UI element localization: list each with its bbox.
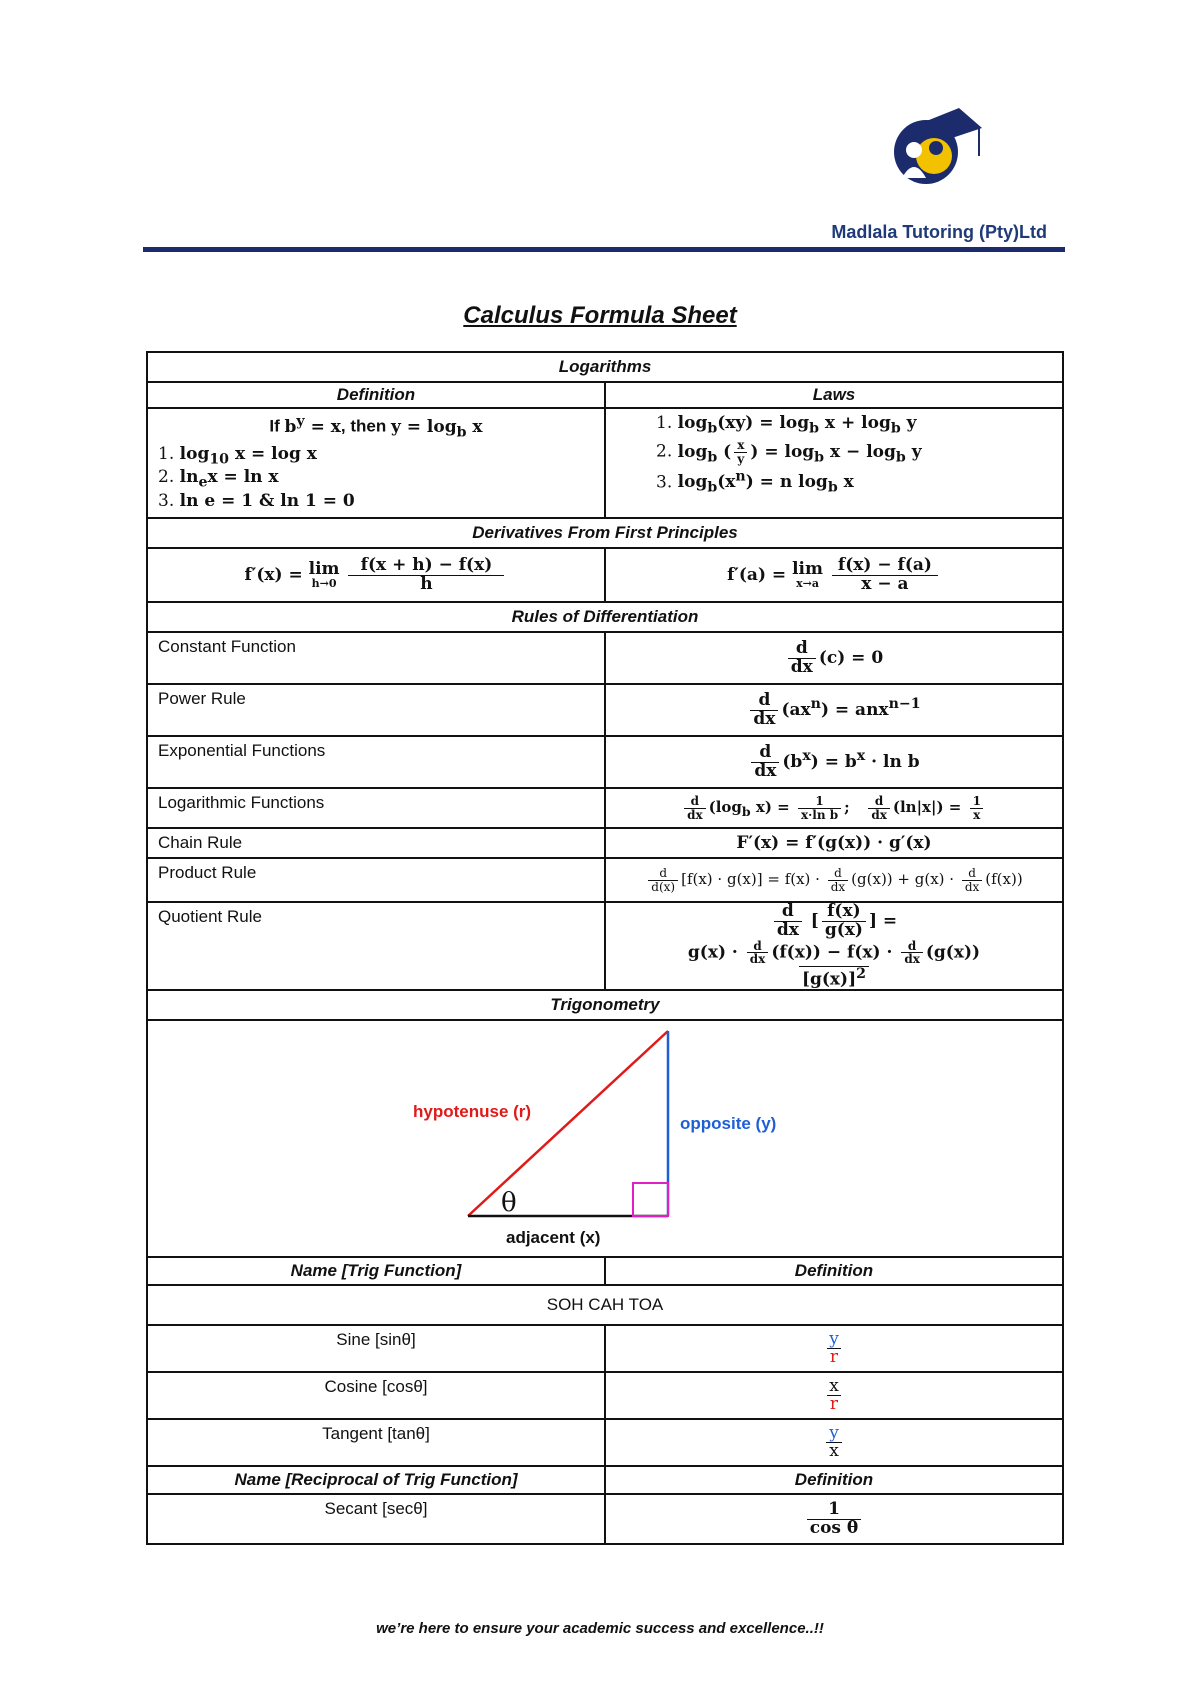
log-law-item: 3. $\log_b(x^n) = n$ $\log_b x$: [656, 468, 854, 496]
rule-name: Chain Rule: [147, 828, 605, 858]
if-word: If: [269, 416, 280, 436]
rule-name: Logarithmic Functions: [147, 788, 605, 828]
company-logo: [884, 100, 984, 190]
hypotenuse-label: hypotenuse (r): [413, 1102, 532, 1122]
adjacent-label: adjacent (x): [506, 1228, 601, 1248]
log-definition-item: 1. $\log_{10} x = \log x$: [158, 444, 317, 468]
trig-function-name: Tangent [tanθ]: [147, 1419, 605, 1466]
formula-table: [146, 351, 1064, 1545]
log-law-item: 2. $\log_b$ ( $\frac{x}{y}$ ) = $\log_b x - \log_b y$: [656, 438, 922, 466]
rule-name: Quotient Rule: [147, 902, 605, 990]
rule-name: Constant Function: [147, 632, 605, 684]
trig-function-definition: $\frac{y}{r}$: [605, 1325, 1063, 1372]
log-law-item: 1. $\log_b(xy) = \log_b x + \log_b y$: [656, 413, 917, 437]
company-name: Madlala Tutoring (Pty)Ltd: [831, 222, 1047, 242]
then-word: , then: [340, 416, 387, 436]
rule-formula: $\frac{d}{dx}$ ($\log_b$ x) = $\frac{1}{\text{x·ln b}}$ ; $\frac{d}{dx}$ (ln|x|) = $\frac{1}{x}$: [605, 788, 1063, 828]
logarithms-heading: Logarithms: [147, 352, 1063, 382]
trig-function-name: Sine [sinθ]: [147, 1325, 605, 1372]
log-definition-formula: If $b^y = x$, then $y = \log_b x$: [269, 413, 483, 441]
log-definition-item: 2. $\ln_ex = \ln x$: [158, 467, 279, 491]
first-principles-formula-a: f′(a) = lim x→a $\frac{f(x) - f(a)}{x - a}$: [605, 548, 1063, 602]
log-laws-header: Laws: [605, 382, 1063, 408]
trig-function-definition: $\frac{y}{x}$: [605, 1419, 1063, 1466]
trig-function-name: Cosine [cosθ]: [147, 1372, 605, 1419]
right-triangle-diagram: [148, 1021, 1060, 1251]
header-rule: [143, 247, 1065, 252]
hypotenuse-line: [468, 1031, 668, 1219]
right-angle-marker: [633, 1183, 668, 1216]
opposite-label: opposite (y): [680, 1114, 777, 1134]
log-definition-item: 3. ln e = 1 & ln 1 = 0: [158, 490, 355, 511]
rules-heading: Rules of Differentiation: [147, 602, 1063, 632]
trig-name-header: Name [Trig Function]: [147, 1257, 605, 1285]
log-definition-header: Definition: [147, 382, 605, 408]
rule-name: Product Rule: [147, 858, 605, 902]
trig-function-definition: $\frac{x}{r}$: [605, 1372, 1063, 1419]
first-principles-formula-h: f′(x) = lim h→0 $\frac{f(x + h) - f(x)}{h}$: [147, 548, 605, 602]
trig-definition-header: Definition: [605, 1257, 1063, 1285]
soh-cah-toa: SOH CAH TOA: [147, 1285, 1063, 1325]
first-principles-heading: Derivatives From First Principles: [147, 518, 1063, 548]
rule-formula: $\frac{d}{dx}$ [ $\frac{f(x)}{g(x)}$ ] = g(x) · $\frac{d}{dx}$ (f(x)) − f(x) · $\frac{d}{dx}$ (g(x)) $[g(x)]^2$: [605, 902, 1063, 990]
rule-formula: $\frac{d}{d(x)}$ [f(x) · g(x)] = f(x) · $\frac{d}{dx}$ (g(x)) + g(x) · $\frac{d}{dx}$ (f(x)): [605, 858, 1063, 902]
log-laws-cell: [605, 408, 1063, 518]
rule-name: Exponential Functions: [147, 736, 605, 788]
rule-formula: F′(x) = f′(g(x)) · g′(x): [605, 828, 1063, 858]
rule-name: Power Rule: [147, 684, 605, 736]
rule-formula: $\frac{d}{dx}$ $(b^x) = b^x \cdot \ln b$: [605, 736, 1063, 788]
trig-reciprocal-definition: $\frac{1}{\text{cos θ}}$: [605, 1494, 1063, 1544]
footer-tagline: we’re here to ensure your academic success and excellence..!!: [376, 1620, 824, 1637]
page-title: Calculus Formula Sheet: [463, 302, 737, 329]
trig-reciprocal-name: Secant [secθ]: [147, 1494, 605, 1544]
trig-diagram-cell: [147, 1020, 1063, 1257]
trig-heading: Trigonometry: [147, 990, 1063, 1020]
rule-formula: $\frac{d}{dx}$ (c) = 0: [605, 632, 1063, 684]
trig-reciprocal-definition-header: Definition: [605, 1466, 1063, 1494]
rule-formula: $\frac{d}{dx}$ $(ax^n) = anx^{n-1}$: [605, 684, 1063, 736]
log-definition-cell: [147, 408, 605, 518]
trig-reciprocal-name-header: Name [Reciprocal of Trig Function]: [147, 1466, 605, 1494]
theta-label: θ: [501, 1188, 517, 1219]
